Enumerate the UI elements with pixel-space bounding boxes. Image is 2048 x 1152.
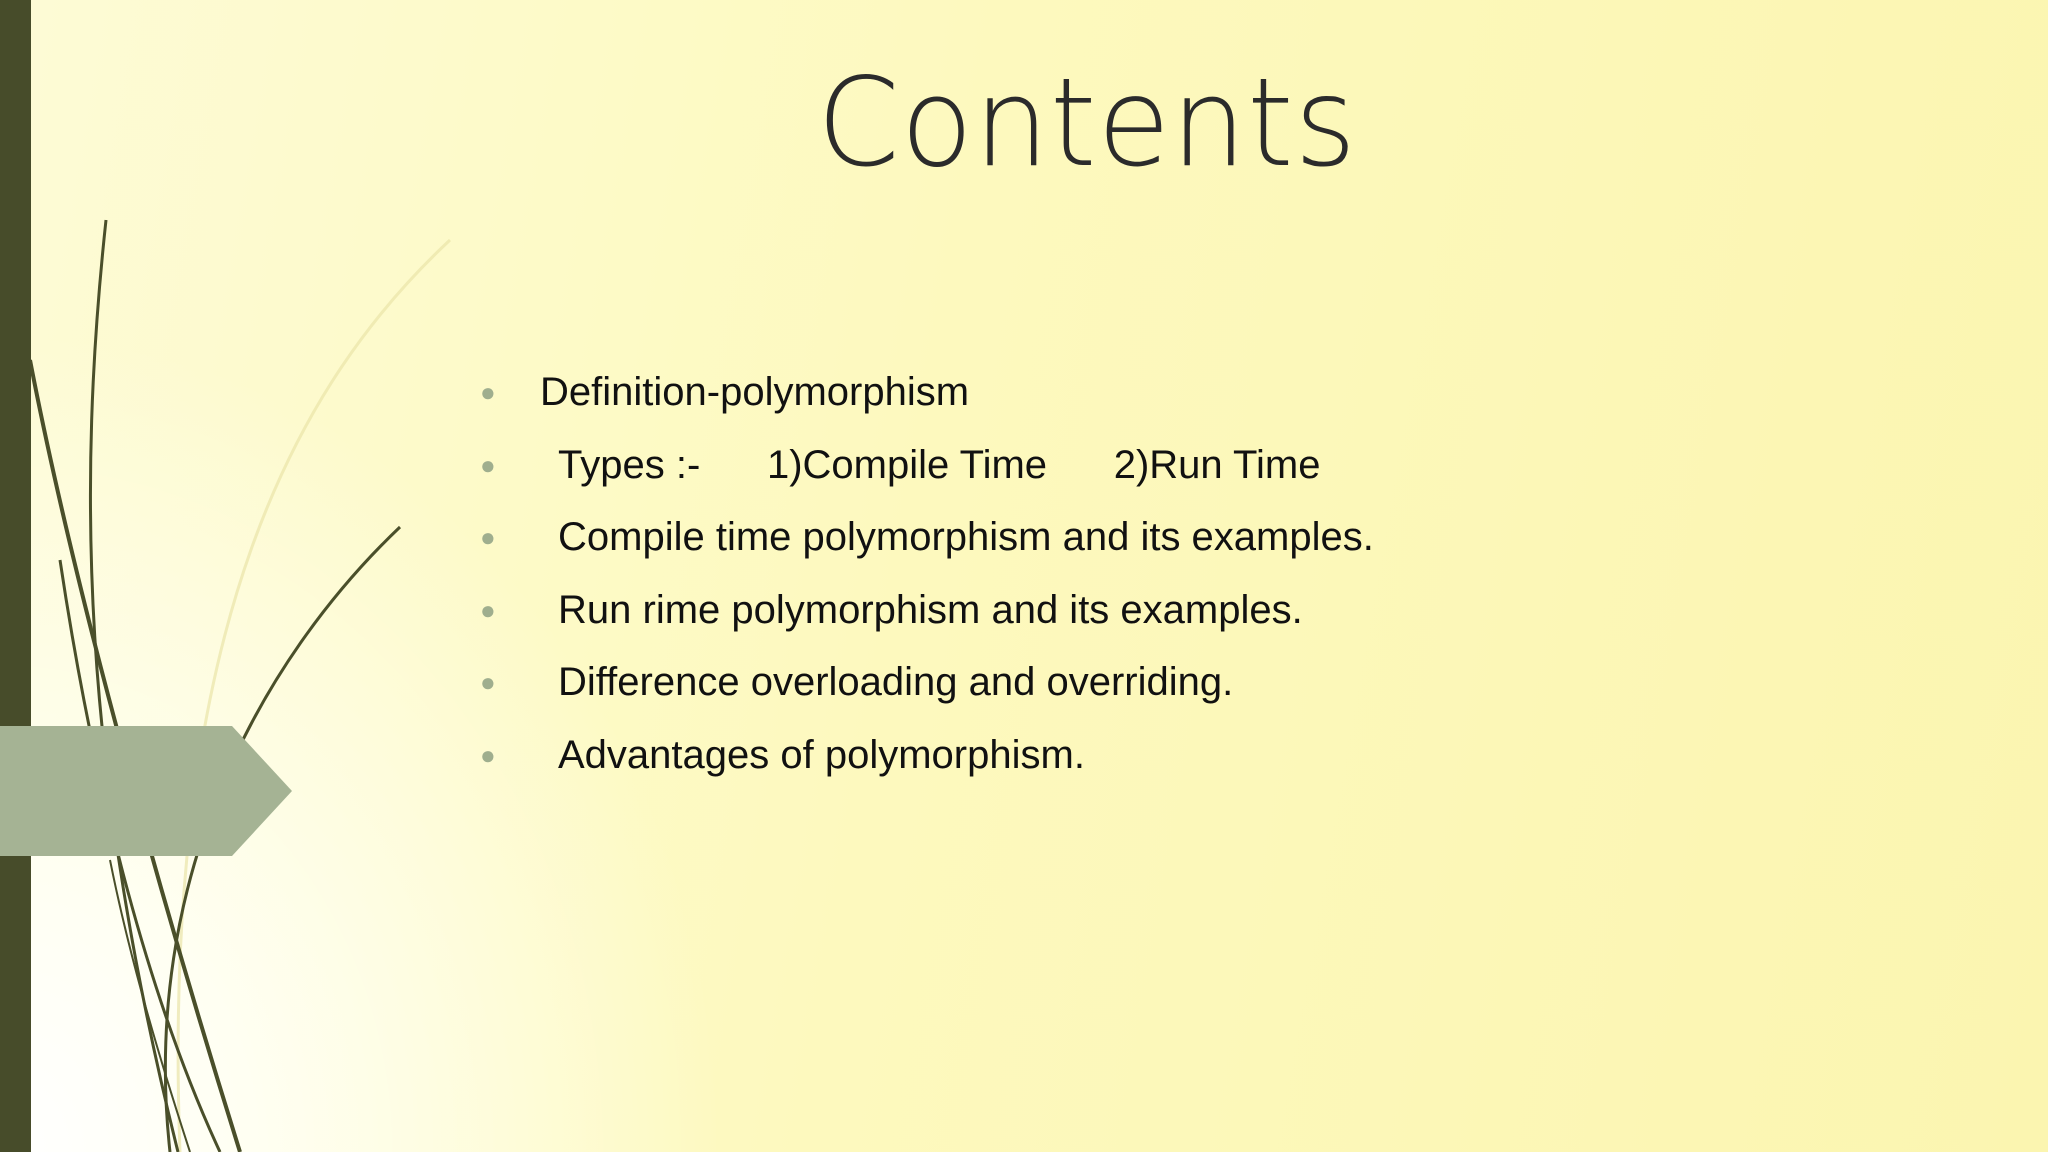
bullet-text: Difference overloading and overriding.	[558, 660, 1234, 704]
bullet-dot-icon: ●	[480, 739, 496, 770]
list-item	[470, 652, 1234, 725]
slide-title: Contents	[817, 52, 1358, 194]
bullet-dot-icon: ●	[480, 449, 496, 480]
list-item	[470, 362, 970, 435]
list-item	[470, 580, 1303, 653]
bullet-dot-icon: ●	[480, 522, 496, 552]
bullet-text: Compile time polymorphism and its examples.	[558, 515, 1374, 559]
list-item	[470, 725, 1085, 798]
bullet-text: Types :- 1)Compile Time 2)Run Time	[558, 442, 1321, 487]
bullet-dot-icon: ●	[480, 594, 496, 625]
list-item	[470, 507, 1374, 580]
list-item	[470, 435, 1321, 508]
bullet-dot-icon: ●	[480, 667, 496, 697]
bullet-text: Definition-polymorphism	[540, 370, 970, 414]
bullet-text: Run rime polymorphism and its examples.	[558, 587, 1303, 632]
bullet-list	[470, 362, 1374, 797]
bullet-dot-icon: ●	[480, 377, 496, 407]
bullet-text: Advantages of polymorphism.	[558, 732, 1085, 777]
